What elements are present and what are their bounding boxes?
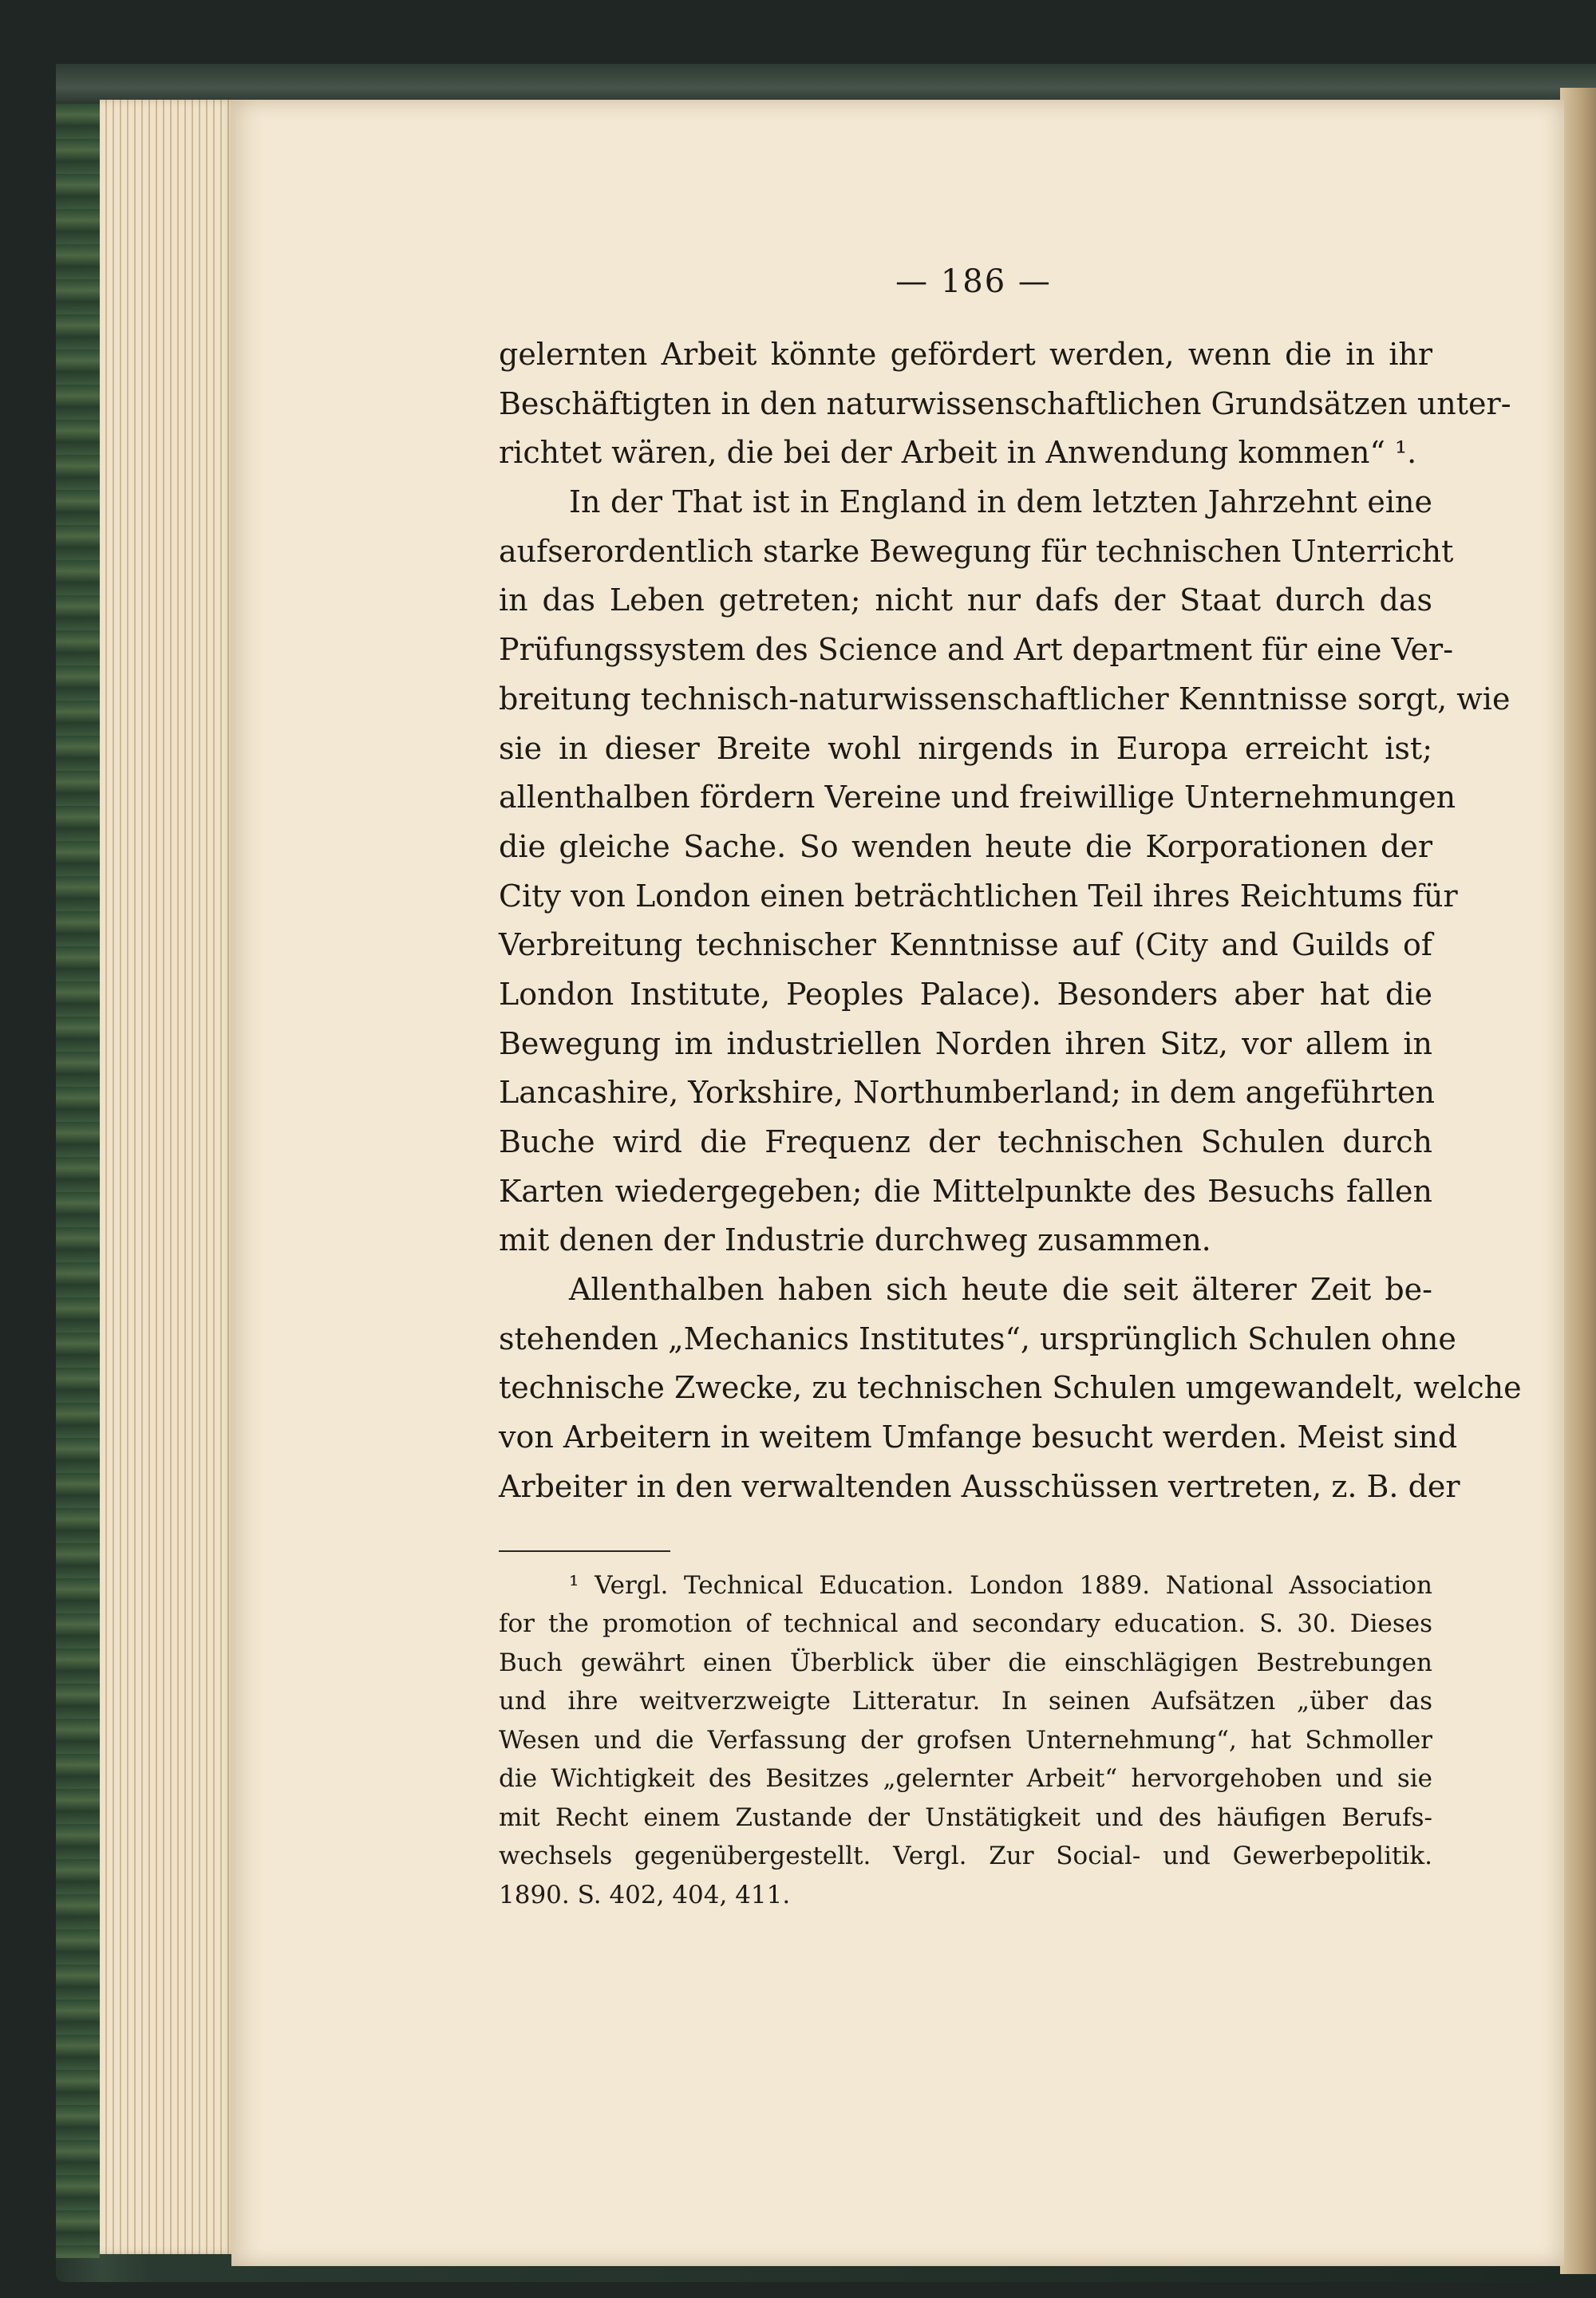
- body-line: Allenthalben haben sich heute die seit älterer Zeit be-: [569, 1272, 1432, 1308]
- body-line: Buche wird die Frequenz der technischen Schulen durch: [499, 1124, 1432, 1159]
- footnote-line: Wesen und die Verfassung der grofsen Unternehmung“, hat Schmoller: [499, 1725, 1432, 1755]
- body-line: technische Zwecke, zu technischen Schulen umgewandelt, welche: [499, 1370, 1522, 1406]
- body-line: Karten wiedergegeben; die Mittelpunkte des Besuchs fallen: [499, 1173, 1432, 1209]
- book-cover-top-edge: [56, 64, 1596, 104]
- body-line: Beschäftigten in den naturwissenschaftlichen Grundsätzen unter-: [499, 385, 1511, 421]
- footnote-divider: [499, 1550, 670, 1552]
- body-line: London Institute, Peoples Palace). Besonders aber hat die: [499, 976, 1432, 1012]
- body-line: Arbeiter in den verwaltenden Ausschüssen vertreten, z. B. der: [499, 1468, 1460, 1504]
- page-right-edge: [1560, 88, 1596, 2274]
- footnote-line: ¹ Vergl. Technical Education. London 1889. National Association: [569, 1570, 1432, 1600]
- body-line: mit denen der Industrie durchweg zusammen.: [499, 1222, 1211, 1258]
- body-line: die gleiche Sache. So wenden heute die Korporationen der: [499, 828, 1432, 864]
- marbled-cover-edge: [56, 104, 100, 2258]
- body-line: allenthalben fördern Vereine und freiwillige Unternehmungen: [499, 780, 1456, 815]
- text-column: [499, 263, 1522, 1914]
- body-line: in das Leben getreten; nicht nur dafs der Staat durch das: [499, 582, 1432, 618]
- footnote-line: Buch gewährt einen Überblick über die einschlägigen Bestrebungen: [499, 1648, 1432, 1677]
- page-number: — 186 —: [895, 263, 1052, 300]
- body-line: Verbreitung technischer Kenntnisse auf (City and Guilds of: [499, 927, 1432, 963]
- footnote-line: die Wichtigkeit des Besitzes „gelernter Arbeit“ hervorgehoben und sie: [499, 1764, 1432, 1793]
- body-line: breitung technisch-naturwissenschaftlicher Kenntnisse sorgt, wie: [499, 681, 1511, 717]
- footnote-line: 1890. S. 402, 404, 411.: [499, 1880, 791, 1909]
- body-line: sie in dieser Breite wohl nirgends in Europa erreicht ist;: [499, 730, 1432, 766]
- body-line: von Arbeitern in weitem Umfange besucht werden. Meist sind: [499, 1419, 1458, 1455]
- footnote-line: mit Recht einem Zustande der Unstätigkeit und des häufigen Berufs-: [499, 1802, 1432, 1832]
- body-line: richtet wären, die bei der Arbeit in Anwendung kommen“ ¹.: [499, 435, 1417, 471]
- body-line: Prüfungssystem des Science and Art department für eine Ver-: [499, 632, 1454, 668]
- body-line: stehenden „Mechanics Institutes“, ursprünglich Schulen ohne: [499, 1321, 1456, 1356]
- body-line: In der That ist in England in dem letzten Jahrzehnt eine: [569, 484, 1432, 520]
- body-line: gelernten Arbeit könnte gefördert werden, wenn die in ihr: [499, 337, 1432, 372]
- body-line: Lancashire, Yorkshire, Northumberland; in dem angeführten: [499, 1075, 1436, 1111]
- footnote-line: for the promotion of technical and secondary education. S. 30. Dieses: [499, 1609, 1432, 1638]
- footnote: [499, 1566, 1432, 1915]
- body-line: aufserordentlich starke Bewegung für technischen Unterricht: [499, 533, 1454, 569]
- footnote-line: und ihre weitverzweigte Litteratur. In seinen Aufsätzen „über das: [499, 1687, 1432, 1716]
- body-line: Bewegung im industriellen Norden ihren Sitz, vor allem in: [499, 1025, 1432, 1061]
- footnote-line: wechsels gegenübergestellt. Vergl. Zur Social- und Gewerbepolitik.: [499, 1842, 1432, 1870]
- page-stack-edges: [100, 100, 235, 2254]
- body-line: City von London einen beträchtlichen Teil ihres Reichtums für: [499, 878, 1458, 914]
- body-text: [499, 330, 1522, 1512]
